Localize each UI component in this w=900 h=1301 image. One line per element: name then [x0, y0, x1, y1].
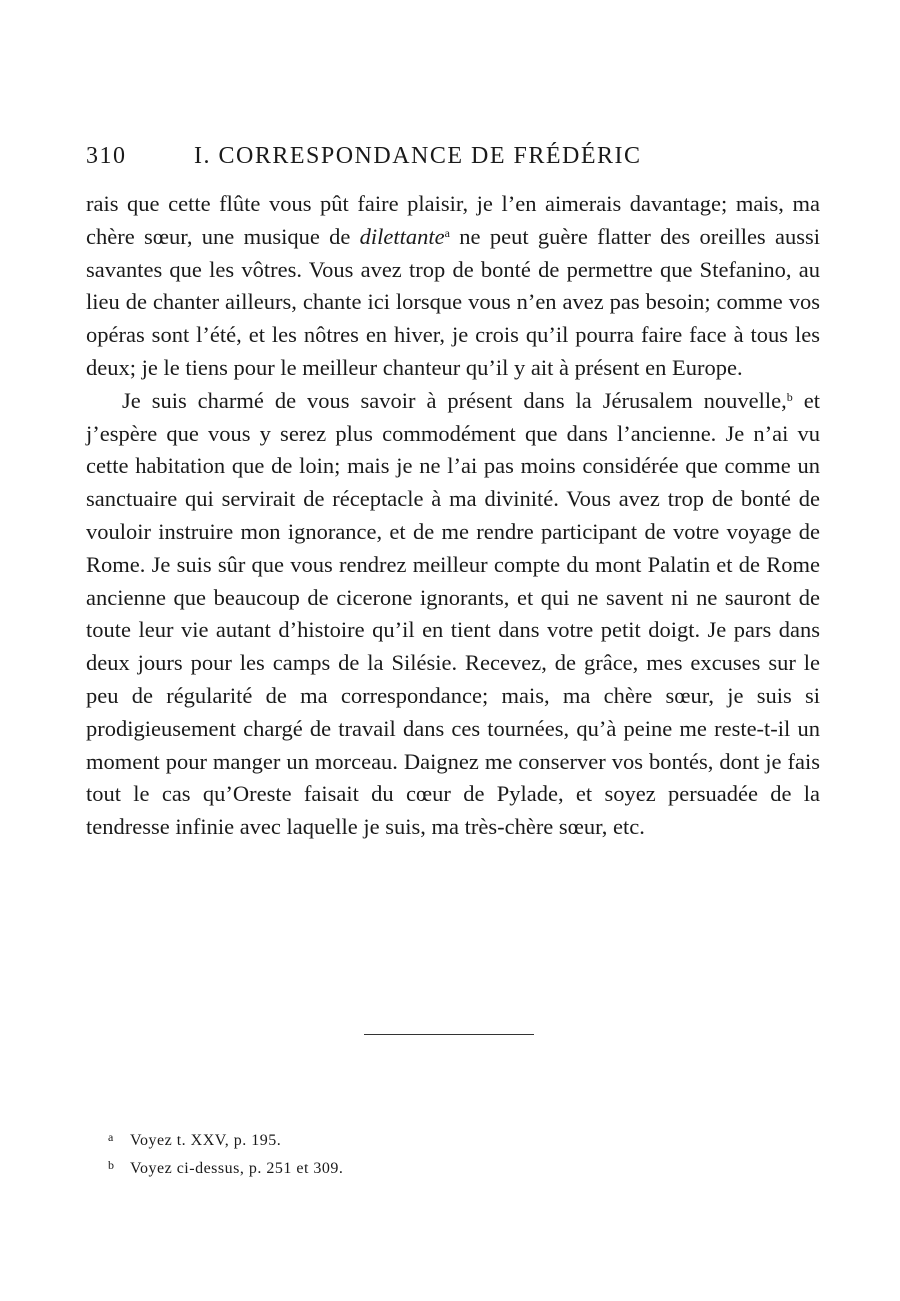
paragraph-2-text-b: et j’espère que vous y serez plus commodément que dans l’ancienne. Je n’ai vu cette habitation que de loin; mais je ne l’ai pas moins considérée que comme un sanctuaire qui servirait de réceptacle à ma divinité. Vous avez trop de bonté de vouloir instruire mon ignorance, et de me rendre participant de votre voyage de Rome. Je suis sûr que vous rendrez meilleur compte du mont Palatin et de Rome ancienne que beaucoup de cicerone ignorants, et qui ne savent ni ne sauront de toute leur vie autant d’histoire qu’il en tient dans votre petit doigt. Je pars dans deux jours pour les camps de la Silésie. Recevez, de grâce, mes excuses sur le peu de régularité de ma correspondance; mais, ma chère sœur, je suis si prodigieusement chargé de travail dans ces tournées, qu’à peine me reste-t-il un moment pour manger un morceau. Daignez me conserver vos bontés, dont je fais tout le cas qu’Oreste faisait du cœur de Pylade, et soyez persuadée de la tendresse infinie avec laquelle je suis, ma très-chère sœur, etc.: [86, 387, 820, 840]
paragraph-1-text-b: ne peut guère flatter des oreilles aussi savantes que les vôtres. Vous avez trop de bonté de permettre que Stefanino, au lieu de chanter ailleurs, chante ici lorsque vous n’en avez pas besoin; comme vos opéras sont l’été, et les nôtres en hiver, je crois qu’il pourra faire face à tous les deux; je le tiens pour le meilleur chanteur qu’il y ait à présent en Europe.: [86, 223, 820, 380]
paragraph-2-text-a: Je suis charmé de vous savoir à présent dans la Jérusalem nouvelle,: [122, 387, 787, 413]
running-head: [86, 143, 826, 175]
footnote-b-text: Voyez ci-dessus, p. 251 et 309.: [130, 1160, 344, 1178]
footnotes: [108, 1125, 608, 1181]
page-number: 310: [86, 143, 127, 169]
running-title: I. CORRESPONDANCE DE FRÉDÉRIC: [194, 143, 642, 169]
paragraph-1-text-a: rais que cette flûte vous pût faire plaisir, je l’en aimerais davantage; mais, ma chère sœur, une musique de: [86, 191, 820, 249]
footnote-a: [108, 1125, 608, 1153]
italic-dilettante: dilettante: [359, 223, 445, 249]
footnote-b: [108, 1153, 608, 1181]
footnote-ref-b: b: [786, 389, 793, 404]
letter-body: [86, 188, 820, 844]
footnote-a-text: Voyez t. XXV, p. 195.: [130, 1132, 282, 1150]
paragraph-1: [86, 188, 820, 385]
separator-rule: [364, 1034, 534, 1035]
footnote-b-mark: b: [108, 1158, 115, 1173]
footnote-a-mark: a: [108, 1130, 114, 1144]
paragraph-2: [86, 385, 820, 844]
footnote-ref-a: a: [444, 225, 450, 240]
